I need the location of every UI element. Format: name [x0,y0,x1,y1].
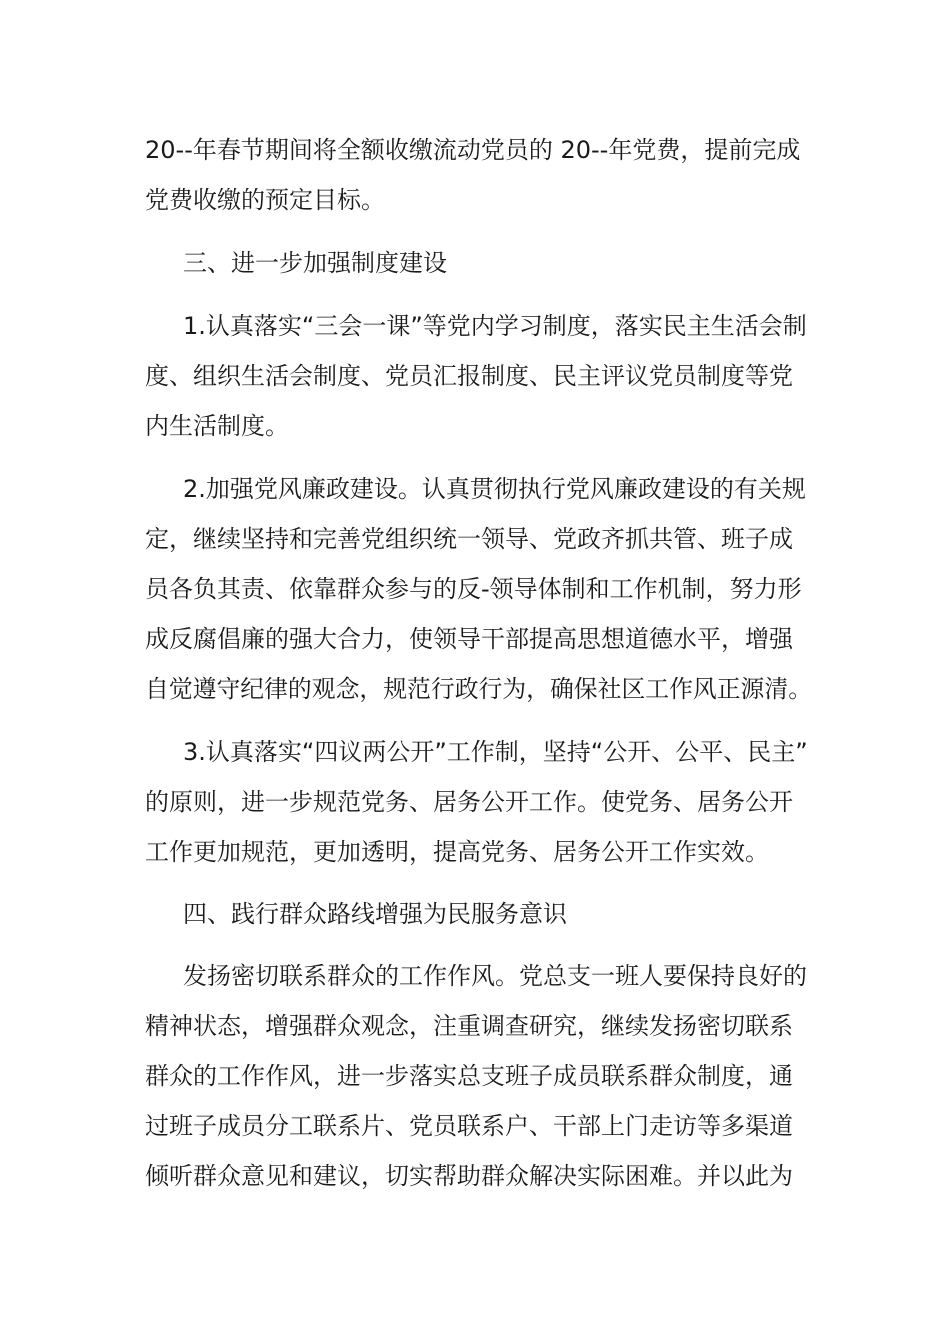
body-text-line: 群众的工作作风，进一步落实总支班子成员联系群众制度，通 [145,1062,793,1090]
body-text-line: 工作更加规范，更加透明，提高党务、居务公开工作实效。 [145,838,769,866]
section-heading: 三、进一步加强制度建设 [183,249,447,277]
section-heading: 四、践行群众路线增强为民服务意识 [183,900,567,928]
body-text-line: 发扬密切联系群众的工作作风。党总支一班人要保持良好的 [183,962,807,990]
body-text-line: 3.认真落实“四议两公开”工作制，坚持“公开、公平、民主” [183,738,808,766]
body-text-line: 20--年春节期间将全额收缴流动党员的 20--年党费，提前完成 [145,136,801,164]
body-text-line: 倾听群众意见和建议，切实帮助群众解决实际困难。并以此为 [145,1162,793,1190]
body-text-line: 精神状态，增强群众观念，注重调查研究，继续发扬密切联系 [145,1012,793,1040]
body-text-line: 员各负其责、依靠群众参与的反-领导体制和工作机制，努力形 [145,575,802,603]
body-text-line: 定，继续坚持和完善党组织统一领导、党政齐抓共管、班子成 [145,525,793,553]
body-text-line: 1.认真落实“三会一课”等党内学习制度，落实民主生活会制 [183,312,807,340]
body-text-line: 度、组织生活会制度、党员汇报制度、民主评议党员制度等党 [145,362,793,390]
body-text-line: 的原则，进一步规范党务、居务公开工作。使党务、居务公开 [145,788,793,816]
body-text-line: 2.加强党风廉政建设。认真贯彻执行党风廉政建设的有关规 [183,475,806,503]
body-text-line: 党费收缴的预定目标。 [145,186,385,214]
body-text-line: 自觉遵守纪律的观念，规范行政行为，确保社区工作风正源清。 [145,675,813,703]
body-text-line: 内生活制度。 [145,412,289,440]
body-text-line: 过班子成员分工联系片、党员联系户、干部上门走访等多渠道 [145,1112,793,1140]
body-text-line: 成反腐倡廉的强大合力，使领导干部提高思想道德水平，增强 [145,625,793,653]
